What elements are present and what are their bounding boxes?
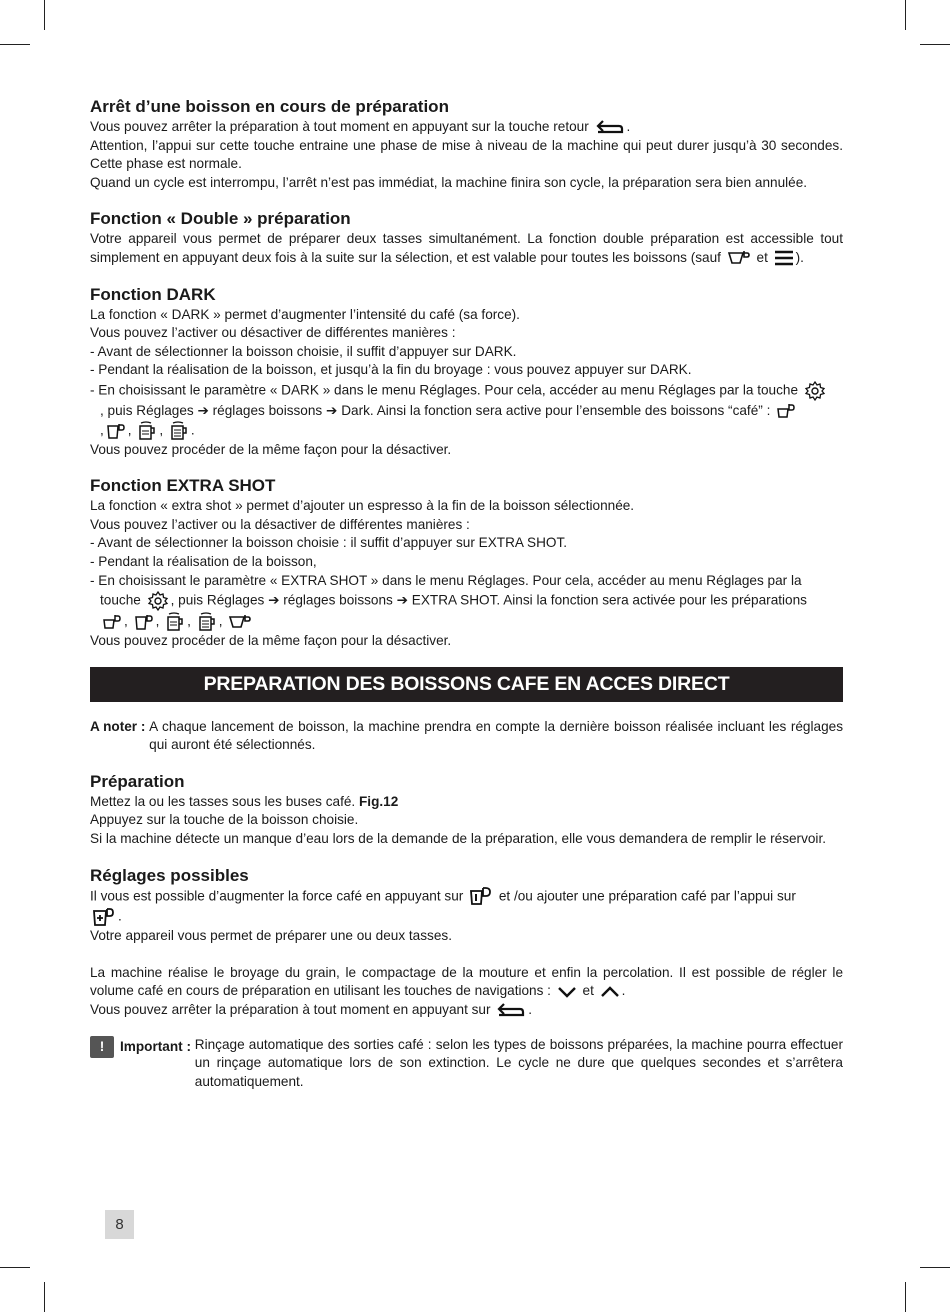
paragraph: Vous pouvez procéder de la même façon pour la désactiver.	[90, 441, 452, 457]
mug-icon	[197, 612, 217, 632]
text: Vous pouvez arrêter la préparation à tout moment en appuyant sur	[90, 1002, 491, 1018]
section-title: Fonction EXTRA SHOT	[90, 476, 276, 496]
figure-reference: Fig.12	[359, 793, 399, 809]
cup-icon	[134, 613, 154, 631]
section-arret	[90, 96, 843, 192]
crop-mark	[905, 0, 906, 30]
text: Vous pouvez arrêter la préparation à tout moment en appuyant sur la touche retour	[90, 119, 589, 134]
cup-icon	[727, 250, 751, 266]
warning-icon: !	[90, 1036, 114, 1058]
crop-mark	[920, 44, 950, 45]
section-double	[90, 208, 843, 267]
icon-row: , , , .	[90, 421, 843, 441]
extra-shot-icon	[92, 907, 116, 927]
gear-icon	[147, 590, 169, 612]
paragraph	[90, 793, 843, 812]
note-text: A chaque lancement de boisson, la machine prendra en compte la dernière boisson réalisée incluant les réglages qui auront été sélectionnés.	[149, 718, 843, 753]
text: touche	[100, 592, 141, 608]
dark-icon	[469, 887, 493, 907]
section-dark	[90, 284, 843, 460]
section-preparation	[90, 771, 843, 849]
icon-row: , , , ,	[90, 612, 843, 632]
list-item: - Pendant la réalisation de la boisson, et jusqu’à la fin du broyage : vous pouvez appuyer sur DARK.	[90, 362, 692, 378]
spacer	[90, 945, 843, 964]
list-item-continued	[90, 590, 843, 612]
arrow-right-icon: ➔	[268, 592, 280, 608]
important-block	[90, 1036, 843, 1092]
paragraph: La fonction « extra shot » permet d’ajouter un espresso à la fin de la boisson sélectionnée.	[90, 498, 635, 514]
gear-icon	[804, 380, 826, 402]
mug-icon	[165, 612, 185, 632]
chevron-up-icon	[600, 985, 620, 999]
section-title: Fonction « Double » préparation	[90, 209, 351, 229]
paragraph	[90, 1001, 843, 1020]
crop-mark	[44, 1282, 45, 1312]
paragraph: La fonction « DARK » permet d’augmenter l’intensité du café (sa force).	[90, 306, 520, 322]
text: et	[582, 983, 594, 999]
paragraph: Appuyez sur la touche de la boisson choisie.	[90, 812, 359, 828]
section-reglages	[90, 865, 843, 1020]
paragraph: Vous pouvez l’activer ou désactiver de différentes manières :	[90, 325, 456, 341]
paragraph: Votre appareil vous permet de préparer une ou deux tasses.	[90, 927, 452, 943]
crop-mark	[920, 1267, 950, 1268]
cup-icon	[102, 614, 122, 630]
text: Il vous est possible d’augmenter la force café en appuyant sur	[90, 888, 464, 904]
text: ).	[795, 249, 804, 265]
arrow-right-icon: ➔	[396, 592, 409, 608]
text: .	[528, 1002, 533, 1018]
text: réglages boissons	[283, 592, 393, 608]
section-banner: PREPARATION DES BOISSONS CAFE EN ACCES DIRECT	[90, 667, 843, 702]
text: Dark. Ainsi la fonction sera active pour l’ensemble des boissons “café” :	[341, 402, 771, 418]
page-number: 8	[105, 1210, 134, 1239]
crop-mark	[905, 1282, 906, 1312]
section-title: Fonction DARK	[90, 284, 216, 304]
paragraph	[90, 964, 843, 1001]
paragraph	[90, 907, 843, 927]
text: .	[621, 983, 626, 999]
crop-mark	[0, 1267, 30, 1268]
text: et	[756, 249, 768, 265]
paragraph: Si la machine détecte un manque d’eau lors de la demande de la préparation, elle vous demandera de remplir le réservoir.	[90, 831, 827, 847]
text: .	[118, 908, 122, 924]
paragraph: Vous pouvez arrêter la préparation à tout moment en appuyant sur la touche retour .	[90, 118, 843, 137]
cup-icon	[776, 403, 796, 419]
paragraph: Vous pouvez l’activer ou la désactiver de différentes manières :	[90, 516, 470, 532]
text: réglages boissons	[212, 402, 323, 418]
cup-icon	[228, 614, 252, 630]
document-page	[90, 96, 843, 1091]
paragraph	[90, 887, 843, 907]
paragraph	[90, 230, 843, 267]
chevron-down-icon	[557, 985, 577, 999]
list-item: - Avant de sélectionner la boisson choisie : il suffit d’appuyer sur EXTRA SHOT.	[90, 535, 568, 551]
text: Votre appareil vous permet de préparer deux tasses simultanément. La fonction double préparation est accessible tout simplement en appuyant deux fois à la suite sur la sélection, et est valable pour toutes les boissons (sauf	[90, 231, 843, 265]
list-item-continued	[90, 402, 843, 421]
section-title: Arrêt d’une boisson en cours de préparation	[90, 97, 449, 116]
text: Mettez la ou les tasses sous les buses café.	[90, 793, 356, 809]
mug-icon	[169, 421, 189, 441]
arrow-right-icon: ➔	[326, 402, 338, 418]
back-arrow-icon	[496, 1001, 526, 1019]
note-block	[90, 718, 843, 755]
text: - En choisissant le paramètre « DARK » dans le menu Réglages. Pour cela, accéder au menu Réglages par la touche	[90, 382, 799, 398]
section-title: Préparation	[90, 771, 185, 791]
crop-mark	[44, 0, 45, 30]
important-label: ! Important :	[90, 1036, 195, 1092]
menu-icon	[774, 250, 794, 266]
list-item: - Avant de sélectionner la boisson choisie, il suffit d’appuyer sur DARK.	[90, 343, 517, 359]
text: , puis Réglages	[100, 402, 194, 418]
text: et /ou ajouter une préparation café par l’appui sur	[498, 888, 796, 904]
paragraph: Quand un cycle est interrompu, l’arrêt n’est pas immédiat, la machine finira son cycle, la préparation sera bien annulée.	[90, 174, 808, 190]
section-title: Réglages possibles	[90, 865, 249, 885]
mug-icon	[137, 421, 157, 441]
arrow-right-icon: ➔	[197, 402, 209, 418]
paragraph: Vous pouvez procéder de la même façon pour la désactiver.	[90, 633, 452, 649]
list-item	[90, 380, 843, 402]
back-arrow-icon	[595, 118, 625, 136]
list-item: - Pendant la réalisation de la boisson,	[90, 553, 317, 569]
list-item: - En choisissant le paramètre « EXTRA SHOT » dans le menu Réglages. Pour cela, accéder au menu Réglages par la	[90, 572, 802, 588]
section-extra-shot	[90, 475, 843, 651]
text: , puis Réglages	[170, 592, 265, 608]
text: EXTRA SHOT. Ainsi la fonction sera activée pour les préparations	[411, 592, 807, 608]
text: La machine réalise le broyage du grain, le compactage de la mouture et enfin la percolation. Il est possible de régler le volume café en cours de préparation en utilisant les touches de navigations :	[90, 964, 843, 999]
paragraph: Attention, l’appui sur cette touche entraine une phase de mise à niveau de la machine qui peut durer jusqu’à 30 secondes. Cette phase est normale.	[90, 137, 843, 172]
important-text: Rinçage automatique des sorties café : selon les types de boissons préparées, la machine pourra effectuer un rinçage automatique lors de son extinction. Le cycle ne dure que quelques secondes et s’arrêtera automatiquement.	[194, 1036, 843, 1089]
crop-mark	[0, 44, 30, 45]
note-label: A noter :	[90, 718, 146, 734]
cup-icon	[106, 422, 126, 440]
